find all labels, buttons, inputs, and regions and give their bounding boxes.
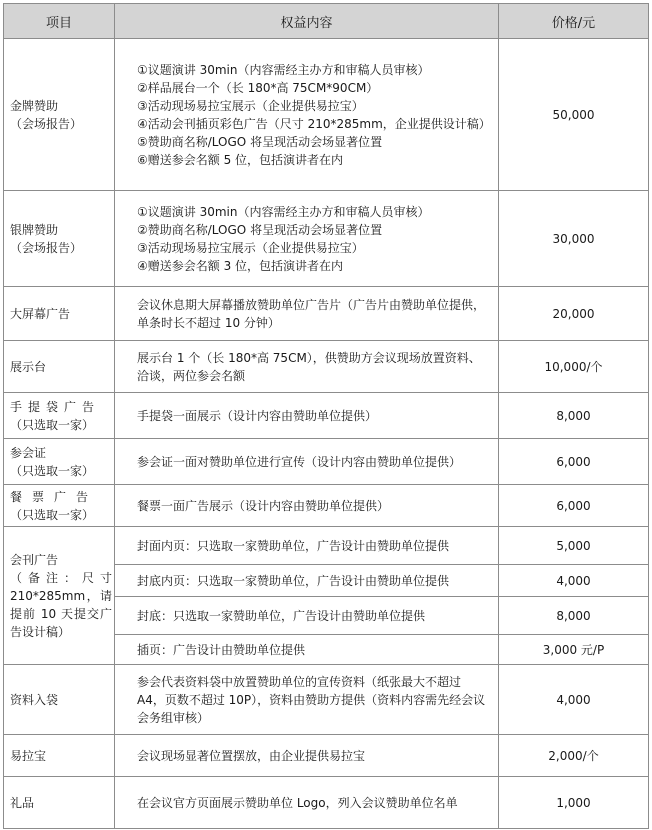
item-cell — [4, 485, 115, 527]
table-row-material — [4, 665, 649, 735]
price-cell: 8,000 — [499, 393, 649, 439]
benefit-text: 会议休息期大屏幕播放赞助单位广告片（广告片由赞助单位提供，单条时长不超过 10 分钟） — [137, 297, 486, 330]
table-row-badge — [4, 439, 649, 485]
price-cell: 4,000 — [499, 665, 649, 735]
benefit-text: 在会议官方页面展示赞助单位 Logo，列入会议赞助单位名单 — [137, 795, 458, 810]
item-cell — [4, 735, 115, 777]
item-cell — [4, 393, 115, 439]
item-cell — [4, 527, 115, 665]
benefit-text: 封面内页：只选取一家赞助单位，广告设计由赞助单位提供 — [137, 538, 450, 553]
item-name: 金牌赞助 — [10, 98, 59, 113]
benefit-cell — [115, 439, 499, 485]
sponsorship-table-sheet — [3, 3, 648, 827]
item-note: （备注：尺寸 210*285mm，请提前 10 天提交广告设计稿） — [10, 570, 112, 639]
benefit-cell — [115, 665, 499, 735]
benefit-text: 参会证一面对赞助单位进行宣传（设计内容由赞助单位提供） — [137, 454, 462, 469]
item-cell — [4, 287, 115, 341]
price-cell: 3,000 元/P — [499, 635, 649, 665]
header-price: 价格/元 — [499, 4, 649, 39]
item-sub: （只选取一家） — [10, 417, 95, 432]
benefit-text: 手提袋一面展示（设计内容由赞助单位提供） — [137, 408, 378, 423]
item-name: 易拉宝 — [10, 748, 47, 763]
benefit-text: 会议现场显著位置摆放，由企业提供易拉宝 — [137, 748, 366, 763]
item-cell — [4, 39, 115, 191]
item-cell — [4, 777, 115, 829]
benefit-cell — [115, 191, 499, 287]
benefit-cell — [115, 565, 499, 597]
price-cell: 4,000 — [499, 565, 649, 597]
benefit-cell — [115, 393, 499, 439]
item-name: 资料入袋 — [10, 692, 59, 707]
table-row-journal-cover — [4, 527, 649, 565]
item-sub: （只选取一家） — [10, 507, 95, 522]
item-sub: （会场报告） — [10, 116, 83, 131]
benefit-cell — [115, 341, 499, 393]
item-name: 礼品 — [10, 795, 35, 810]
price-cell: 1,000 — [499, 777, 649, 829]
price-cell: 20,000 — [499, 287, 649, 341]
benefit-cell — [115, 635, 499, 665]
price-cell: 30,000 — [499, 191, 649, 287]
table-row-bag — [4, 393, 649, 439]
item-cell — [4, 439, 115, 485]
benefit-line: ②样品展台一个（长 180*高 75CM*90CM） — [137, 80, 379, 95]
item-name: 银牌赞助 — [10, 222, 59, 237]
benefit-line: ①议题演讲 30min（内容需经主办方和审稿人员审核） — [137, 204, 430, 219]
benefit-text: 封底：只选取一家赞助单位，广告设计由赞助单位提供 — [137, 608, 426, 623]
header-benefits: 权益内容 — [115, 4, 499, 39]
price-cell: 5,000 — [499, 527, 649, 565]
benefit-line: ④赠送参会名额 3 位，包括演讲者在内 — [137, 258, 344, 273]
header-item: 项目 — [4, 4, 115, 39]
benefit-line: ③活动现场易拉宝展示（企业提供易拉宝） — [137, 240, 364, 255]
item-cell — [4, 191, 115, 287]
table-row-rollup — [4, 735, 649, 777]
item-name: 会刊广告 — [10, 552, 59, 567]
benefit-text: 展示台 1 个（长 180*高 75CM），供赞助方会议现场放置资料、洽谈，两位参会名额 — [137, 350, 481, 383]
benefit-cell — [115, 39, 499, 191]
benefit-line: ④活动会刊插页彩色广告（尺寸 210*285mm，企业提供设计稿） — [137, 116, 491, 131]
item-name: 大屏幕广告 — [10, 306, 71, 321]
benefit-text: 参会代表资料袋中放置赞助单位的宣传资料（纸张最大不超过 A4，页数不超过 10P），资料由赞助方提供（资料内容需先经会议会务组审核） — [137, 674, 486, 725]
price-cell: 50,000 — [499, 39, 649, 191]
sponsorship-table — [3, 3, 649, 829]
benefit-cell — [115, 527, 499, 565]
table-row-silver — [4, 191, 649, 287]
price-cell: 8,000 — [499, 597, 649, 635]
benefit-line: ①议题演讲 30min（内容需经主办方和审稿人员审核） — [137, 62, 430, 77]
item-name: 参会证 — [10, 445, 47, 460]
benefit-cell — [115, 597, 499, 635]
benefit-line: ⑤赞助商名称/LOGO 将呈现活动会场显著位置 — [137, 134, 383, 149]
table-row-booth — [4, 341, 649, 393]
item-name: 展示台 — [10, 359, 47, 374]
benefit-line: ②赞助商名称/LOGO 将呈现活动会场显著位置 — [137, 222, 383, 237]
benefit-cell — [115, 735, 499, 777]
benefit-cell — [115, 485, 499, 527]
header-row — [4, 4, 649, 39]
benefit-text: 封底内页：只选取一家赞助单位，广告设计由赞助单位提供 — [137, 573, 450, 588]
table-row-gold — [4, 39, 649, 191]
item-name: 手提袋广告 — [10, 399, 101, 414]
benefit-cell — [115, 287, 499, 341]
benefit-cell — [115, 777, 499, 829]
table-row-screen — [4, 287, 649, 341]
price-cell: 2,000/个 — [499, 735, 649, 777]
benefit-text: 插页：广告设计由赞助单位提供 — [137, 642, 306, 657]
table-row-meal — [4, 485, 649, 527]
benefit-line: ③活动现场易拉宝展示（企业提供易拉宝） — [137, 98, 364, 113]
item-cell — [4, 341, 115, 393]
table-row-gift — [4, 777, 649, 829]
item-sub: （会场报告） — [10, 240, 83, 255]
price-cell: 6,000 — [499, 485, 649, 527]
item-name: 餐票广告 — [10, 489, 99, 504]
item-cell — [4, 665, 115, 735]
benefit-text: 餐票一面广告展示（设计内容由赞助单位提供） — [137, 498, 390, 513]
item-sub: （只选取一家） — [10, 463, 95, 478]
benefit-line: ⑥赠送参会名额 5 位，包括演讲者在内 — [137, 152, 344, 167]
price-cell: 10,000/个 — [499, 341, 649, 393]
price-cell: 6,000 — [499, 439, 649, 485]
